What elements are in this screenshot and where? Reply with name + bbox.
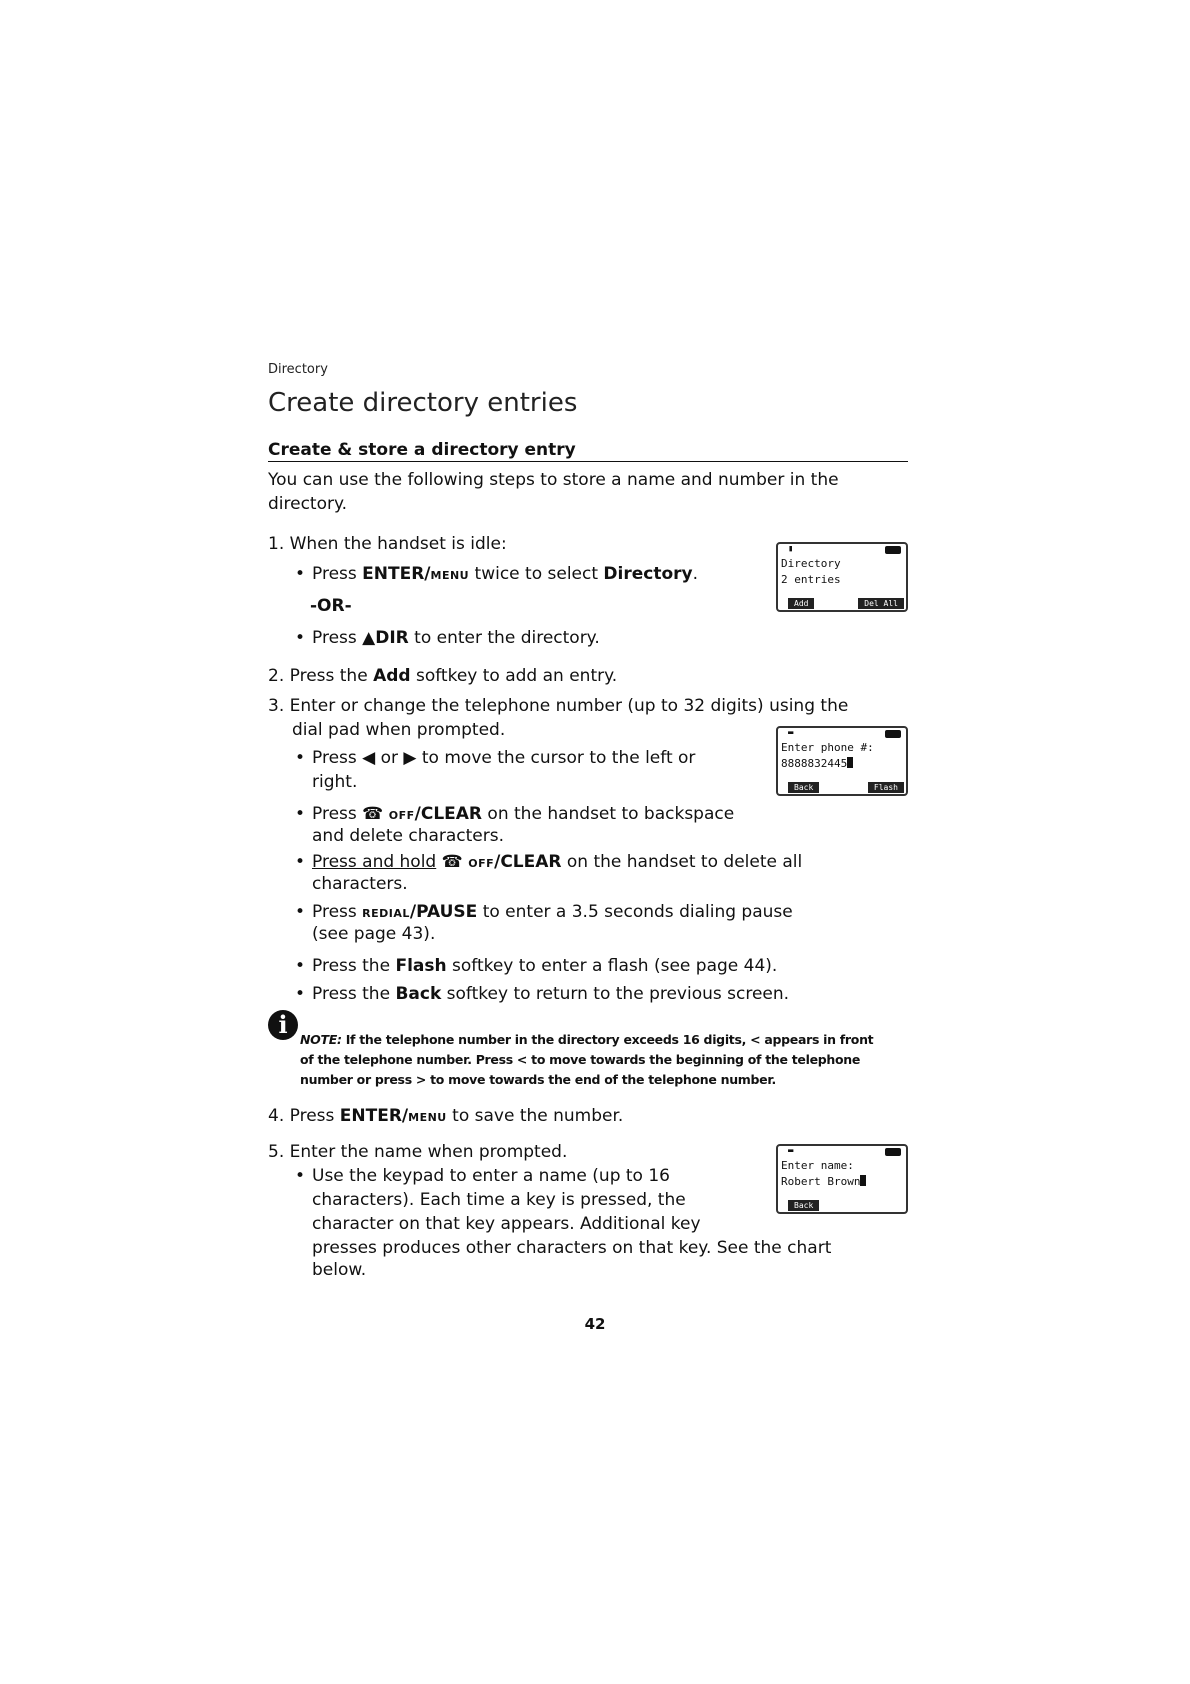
softkey-left: Back bbox=[788, 1200, 819, 1211]
lcd-line: Enter name: bbox=[781, 1159, 854, 1172]
lcd-directory-screen bbox=[776, 542, 908, 612]
cursor-icon bbox=[847, 757, 853, 768]
or-separator: -OR- bbox=[310, 596, 352, 616]
step-3-bullet-4: • Press REDIAL/PAUSE to enter a 3.5 seconds dialing pause bbox=[312, 900, 793, 926]
note: NOTE: If the telephone number in the directory exceeds 16 digits, < appears in front of the telephone number. Press < to move towards the beginning of the telephone number or press > to move towards the end of the telephone number. bbox=[300, 1032, 874, 1087]
lcd-line: 2 entries bbox=[781, 573, 841, 586]
phone-hangup-icon: ☎ bbox=[436, 852, 469, 872]
step-3-bullet-1: • Press ◀ or ▶ to move the cursor to the left or bbox=[312, 746, 695, 770]
intro-text: You can use the following steps to store a name and number in the directory. bbox=[268, 470, 839, 514]
page-title: Create directory entries bbox=[268, 388, 578, 418]
softkey-right: Del All bbox=[858, 598, 904, 609]
step-5-bullet-1-cont: presses produces other characters on that key. See the chart bbox=[312, 1238, 832, 1258]
lcd-line: Robert Brown bbox=[778, 1174, 906, 1190]
step-3-line-1: 3. Enter or change the telephone number (up to 32 digits) using the bbox=[268, 696, 849, 716]
lcd-phone-screen bbox=[776, 726, 908, 796]
section-label: Directory bbox=[268, 362, 328, 377]
step-5-bullet-1-cont: character on that key appears. Additional key bbox=[312, 1214, 701, 1234]
lcd-line: Enter phone #: bbox=[781, 741, 874, 754]
signal-icon: ▮ bbox=[788, 544, 794, 554]
step-3-bullet-1-cont: right. bbox=[312, 772, 358, 792]
step-3-bullet-5: • Press the Flash softkey to enter a flash (see page 44). bbox=[312, 954, 777, 978]
step-1: 1. When the handset is idle: bbox=[268, 534, 507, 554]
step-3-bullet-4-cont: (see page 43). bbox=[312, 924, 436, 944]
step-3-bullet-6: • Press the Back softkey to return to the previous screen. bbox=[312, 982, 789, 1006]
battery-icon bbox=[885, 1148, 901, 1156]
signal-icon: ▬ bbox=[788, 728, 794, 738]
step-3-bullet-2: • Press ☎ OFF/CLEAR on the handset to backspace bbox=[312, 802, 734, 828]
step-5-bullet-1-cont: below. bbox=[312, 1260, 367, 1280]
step-3-bullet-3: • Press and hold ☎ OFF/CLEAR on the handset to delete all bbox=[312, 850, 802, 876]
lcd-line: 8888832445 bbox=[778, 756, 906, 772]
step-3-bullet-2-cont: and delete characters. bbox=[312, 826, 505, 846]
phone-hangup-icon: ☎ bbox=[362, 804, 389, 824]
step-2: 2. Press the Add softkey to add an entry. bbox=[268, 666, 618, 686]
battery-icon bbox=[885, 730, 901, 738]
battery-icon bbox=[885, 546, 901, 554]
step-4: 4. Press ENTER/MENU to save the number. bbox=[268, 1106, 624, 1126]
step-1-bullet-2: • Press ▲DIR to enter the directory. bbox=[312, 626, 600, 650]
step-5-bullet-1-cont: characters). Each time a key is pressed, the bbox=[312, 1190, 686, 1210]
step-3-bullet-3-cont: characters. bbox=[312, 874, 408, 894]
step-1-bullet-1: • Press ENTER/MENU twice to select Directory. bbox=[312, 562, 698, 588]
sub-heading: Create & store a directory entry bbox=[268, 440, 908, 462]
page-number: 42 bbox=[584, 1315, 606, 1333]
cursor-icon bbox=[860, 1175, 866, 1186]
lcd-line: Directory bbox=[781, 557, 841, 570]
softkey-left: Back bbox=[788, 782, 819, 793]
step-5-bullet-1: • Use the keypad to enter a name (up to 16 bbox=[312, 1164, 670, 1188]
step-5: 5. Enter the name when prompted. bbox=[268, 1142, 568, 1162]
signal-icon: ▬ bbox=[788, 1146, 794, 1156]
softkey-right: Flash bbox=[868, 782, 904, 793]
lcd-name-screen bbox=[776, 1144, 908, 1214]
info-icon: i bbox=[268, 1010, 298, 1040]
step-3-line-2: dial pad when prompted. bbox=[292, 720, 506, 740]
softkey-left: Add bbox=[788, 598, 814, 609]
